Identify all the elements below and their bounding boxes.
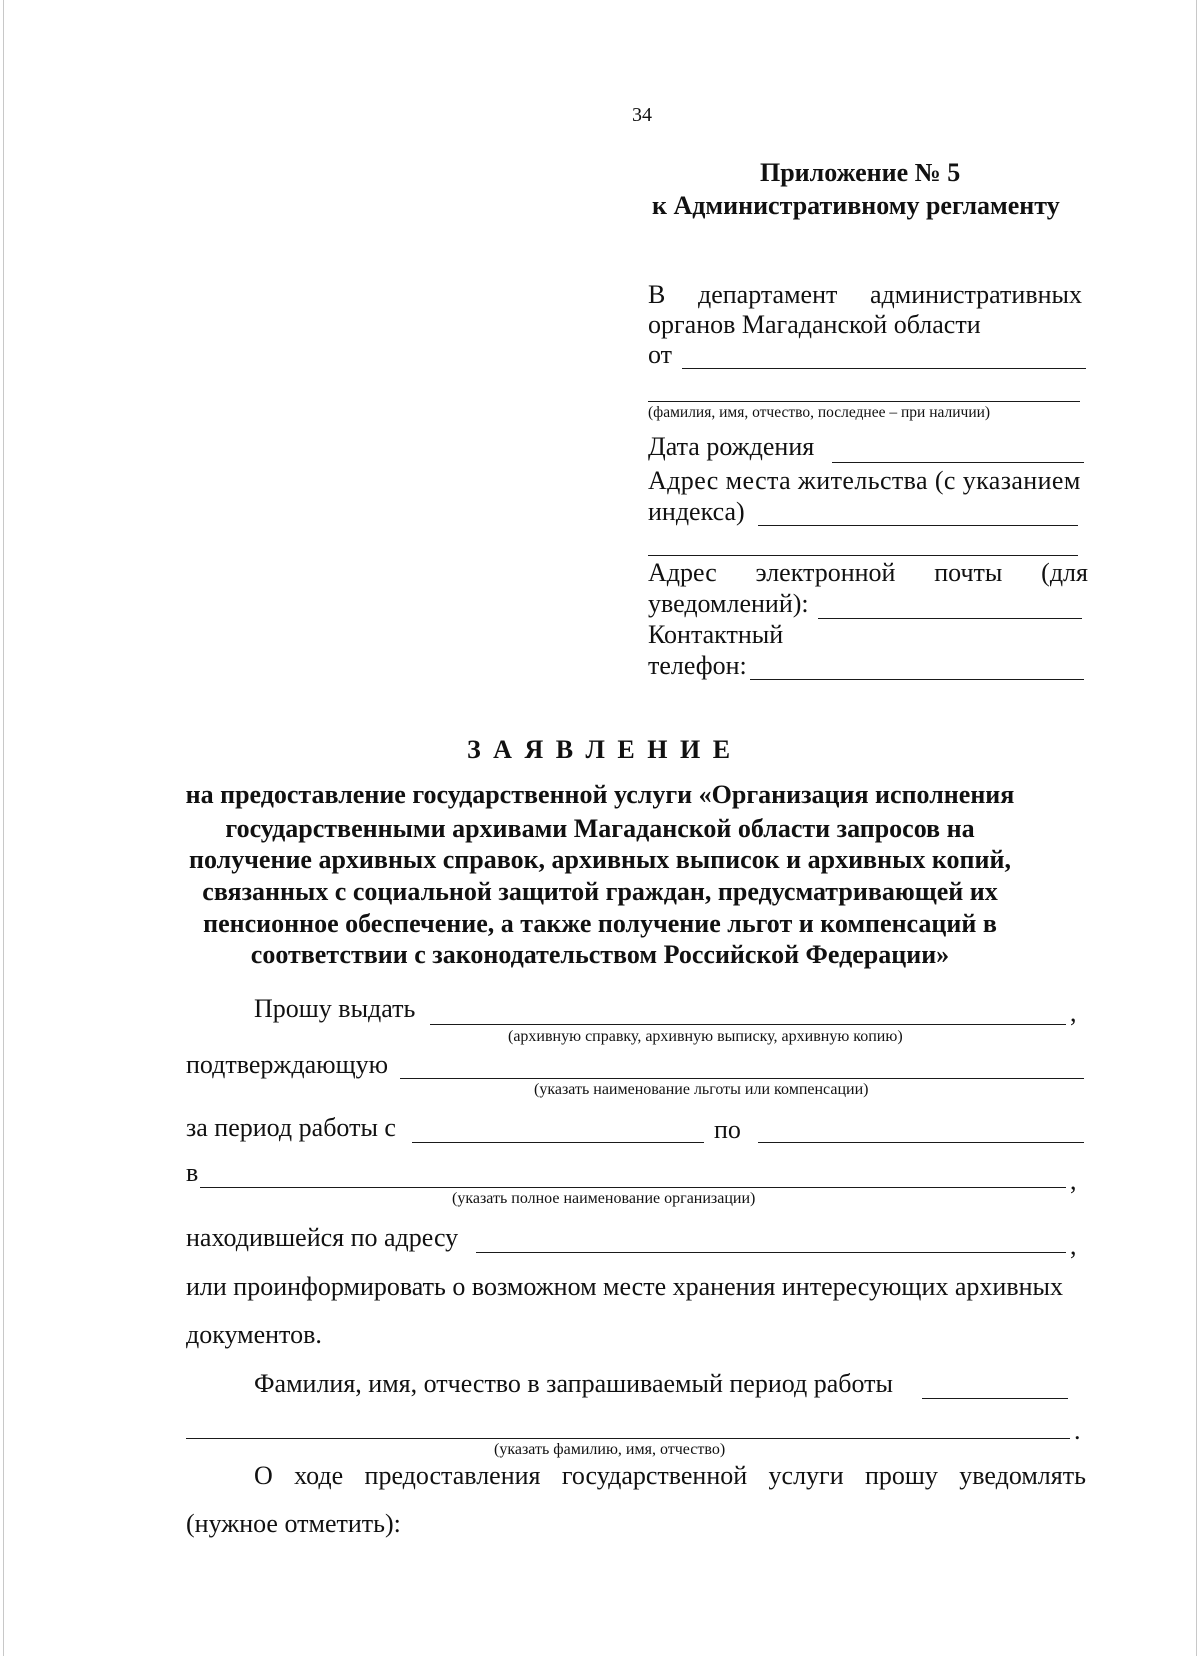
period-to-label: по [714,1115,741,1144]
confirm-field[interactable] [400,1078,1084,1079]
email-word: Адрес [648,558,717,587]
email-word: электронной [755,558,896,587]
address-field-line-2[interactable] [648,555,1078,556]
confirm-label: подтверждающую [186,1050,389,1079]
notify-line-2: (нужное отметить): [186,1509,401,1538]
org-hint: (указать полное наименование организации) [452,1190,756,1207]
notify-word: услуги [768,1461,844,1490]
notify-word: ходе [294,1461,344,1490]
located-field[interactable] [476,1252,1066,1253]
request-hint: (архивную справку, архивную выписку, архивную копию) [508,1028,903,1045]
phone-label-line-2: телефон: [648,651,747,680]
appendix-subtitle: к Административному регламенту [652,191,1060,220]
email-label [648,558,1088,588]
addressee-line-1 [648,280,1082,310]
title-line-6: соответствии с законодательством Российской Федерации» [250,940,950,969]
notify-line [254,1461,1086,1491]
addressee-word: В [648,280,666,309]
confirm-hint: (указать наименование льготы или компенсации) [534,1081,869,1098]
title-line-3: получение архивных справок, архивных выписок и архивных копий, [189,845,1011,874]
notify-word: О [254,1461,273,1490]
index-label: индекса) [648,497,745,526]
located-label: находившейся по адресу [186,1223,459,1252]
request-field[interactable] [430,1024,1066,1025]
birth-date-field[interactable] [832,462,1084,463]
appendix-title: Приложение № 5 [760,158,961,187]
addressee-word: административных [870,280,1082,309]
email-word: почты [934,558,1003,587]
title-line-1: на предоставление государственной услуги «Организация исполнения [185,780,1015,809]
period-end: . [1074,1416,1081,1445]
email-word: (для [1041,558,1088,587]
address-field[interactable] [758,525,1078,526]
fio-hint: (указать фамилию, имя, отчество) [494,1441,726,1458]
period-to-field[interactable] [758,1142,1084,1143]
from-label: от [648,340,673,369]
email-label-line-2: уведомлений): [648,589,809,618]
org-label: в [186,1158,199,1187]
from-field-line-2[interactable] [648,401,1080,402]
fio-field-line-2[interactable] [186,1438,1070,1439]
period-label: за период работы с [186,1113,396,1142]
notify-word: предоставления [364,1461,541,1490]
inform-line: или проинформировать о возможном месте хранения интересующих архивных [186,1272,1063,1301]
fio-label: Фамилия, имя, отчество в запрашиваемый период работы [254,1369,893,1398]
residence-address-label: Адрес места жительства (с указанием [648,466,1081,495]
email-field[interactable] [818,618,1082,619]
fio-field[interactable] [922,1398,1068,1399]
notify-word: государственной [561,1461,748,1490]
comma: , [1070,1231,1077,1260]
comma: , [1070,1166,1077,1195]
birth-date-label: Дата рождения [648,432,815,461]
notify-word: прошу [865,1461,938,1490]
addressee-word: департамент [697,280,838,309]
comma: , [1070,998,1077,1027]
notify-word: уведомлять [959,1461,1086,1490]
request-label: Прошу выдать [254,994,416,1023]
inform-line-2: документов. [186,1320,322,1349]
name-hint: (фамилия, имя, отчество, последнее – при наличии) [648,404,991,421]
org-field[interactable] [200,1187,1066,1188]
period-from-field[interactable] [412,1142,704,1143]
document-heading: З А Я В Л Е Н И Е [466,735,734,764]
addressee-line-2: органов Магаданской области [648,310,981,339]
title-line-5: пенсионное обеспечение, а также получение льгот и компенсаций в [203,909,997,938]
page-number: 34 [632,104,652,126]
title-line-2: государственными архивами Магаданской области запросов на [225,814,975,843]
phone-label: Контактный [648,620,784,649]
phone-field[interactable] [750,679,1084,680]
from-field-line[interactable] [682,368,1086,369]
title-line-4: связанных с социальной защитой граждан, предусматривающей их [202,877,998,906]
